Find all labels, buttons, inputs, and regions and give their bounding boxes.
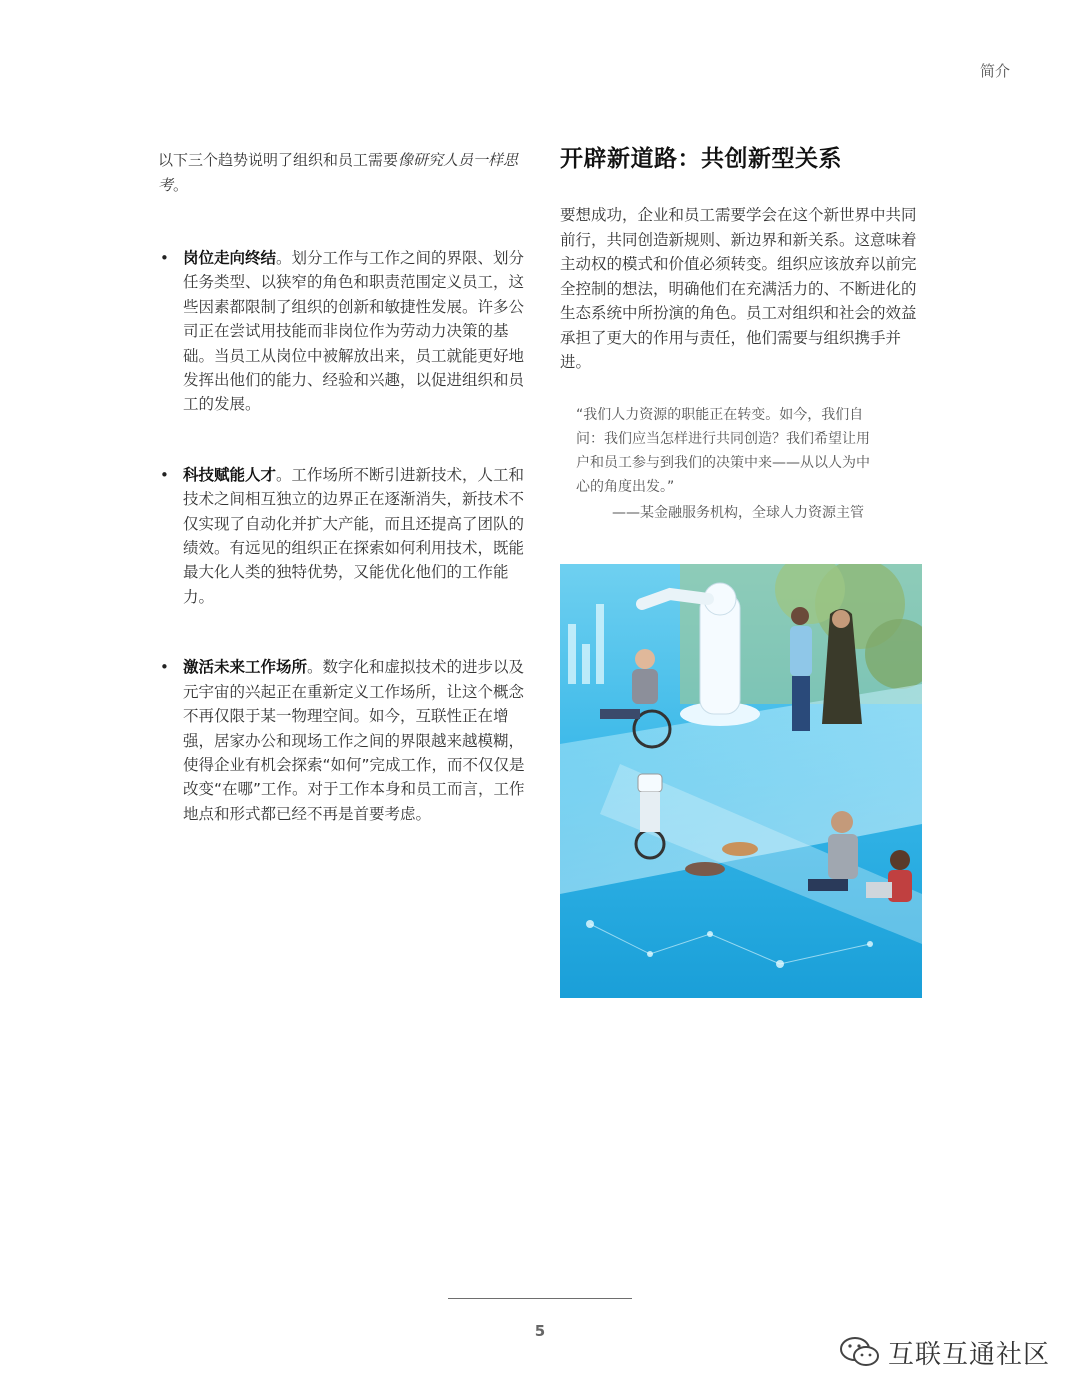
bullet-icon: • (160, 465, 169, 484)
trend-item-workplace (150, 655, 525, 826)
pull-quote (560, 403, 922, 525)
trend-title: 岗位走向终结 (183, 249, 277, 267)
right-column (560, 140, 922, 525)
left-column (150, 148, 525, 872)
watermark-text: 互联互通社区 (888, 1339, 1051, 1370)
bullet-icon: • (160, 249, 169, 267)
bullet-icon: • (160, 658, 169, 677)
trend-title: 科技赋能人才 (183, 465, 277, 484)
trend-item-jobs (150, 246, 525, 417)
illustration-art (560, 564, 922, 998)
quote-text: “我们人力资源的职能正在转变。如今，我们自问：我们应当怎样进行共同创造？我们希望让用户和员工参与到我们的决策中来——从以人为中心的角度出发。” (576, 406, 870, 495)
section-heading: 开辟新道路：共创新型关系 (560, 146, 842, 172)
trend-item-tech (150, 463, 525, 609)
trend-title: 激活未来工作场所 (183, 658, 308, 677)
page-number: 5 (534, 1322, 546, 1340)
footer-divider (448, 1298, 632, 1299)
trend-text: 。数字化和虚拟技术的进步以及元宇宙的兴起正在重新定义工作场所，让这个概念不再仅限于某一物理空间。如今，互联性正在增强，居家办公和现场工作之间的界限越来越模糊，使得企业有机会探索“如何”完成工作，而不仅仅是改变“在哪”工作。对于工作本身和员工而言，工作地点和形式都已经不再是首要考虑。 (183, 658, 525, 823)
trend-list (150, 246, 525, 826)
section-label: 简介 (979, 62, 1010, 80)
intro-text: 以下三个趋势说明了组织和员工需要 (158, 151, 399, 169)
body-paragraph: 要想成功，企业和员工需要学会在这个新世界中共同前行，共同创造新规则、新边界和新关系。这意味着主动权的模式和价值必须转变。组织应该放弃以前完全控制的想法，明确他们在充满活力的、不断进化的生态系统中所扮演的角色。员工对组织和社会的效益承担了更大的作用与责任，他们需要与组织携手并进。 (560, 206, 917, 371)
trend-text: 。工作场所不断引进新技术，人工和技术之间相互独立的边界正在逐渐消失，新技术不仅实现了自动化并扩大产能，而且还提高了团队的绩效。有远见的组织正在探索如何利用技术，既能最大化人类的独特优势，又能优化他们的工作能力。 (183, 465, 525, 606)
intro-end: 。 (173, 176, 189, 194)
intro-paragraph (150, 148, 525, 198)
intro-italic: 像研究人员一样思考 (158, 151, 519, 194)
quote-attribution: ——某金融服务机构，全球人力资源主管 (612, 504, 864, 521)
trend-text: 。划分工作与工作之间的界限、划分任务类型、以狭窄的角色和职责范围定义员工，这些因素都限制了组织的创新和敏捷性发展。许多公司正在尝试用技能而非岗位作为劳动力决策的基础。当员工从岗位中被解放出来，员工就能更好地发挥出他们的能力、经验和兴趣，以促进组织和员工的发展。 (183, 249, 525, 414)
wechat-icon (838, 1334, 882, 1370)
workplace-illustration (560, 564, 922, 998)
watermark (838, 1332, 1050, 1372)
